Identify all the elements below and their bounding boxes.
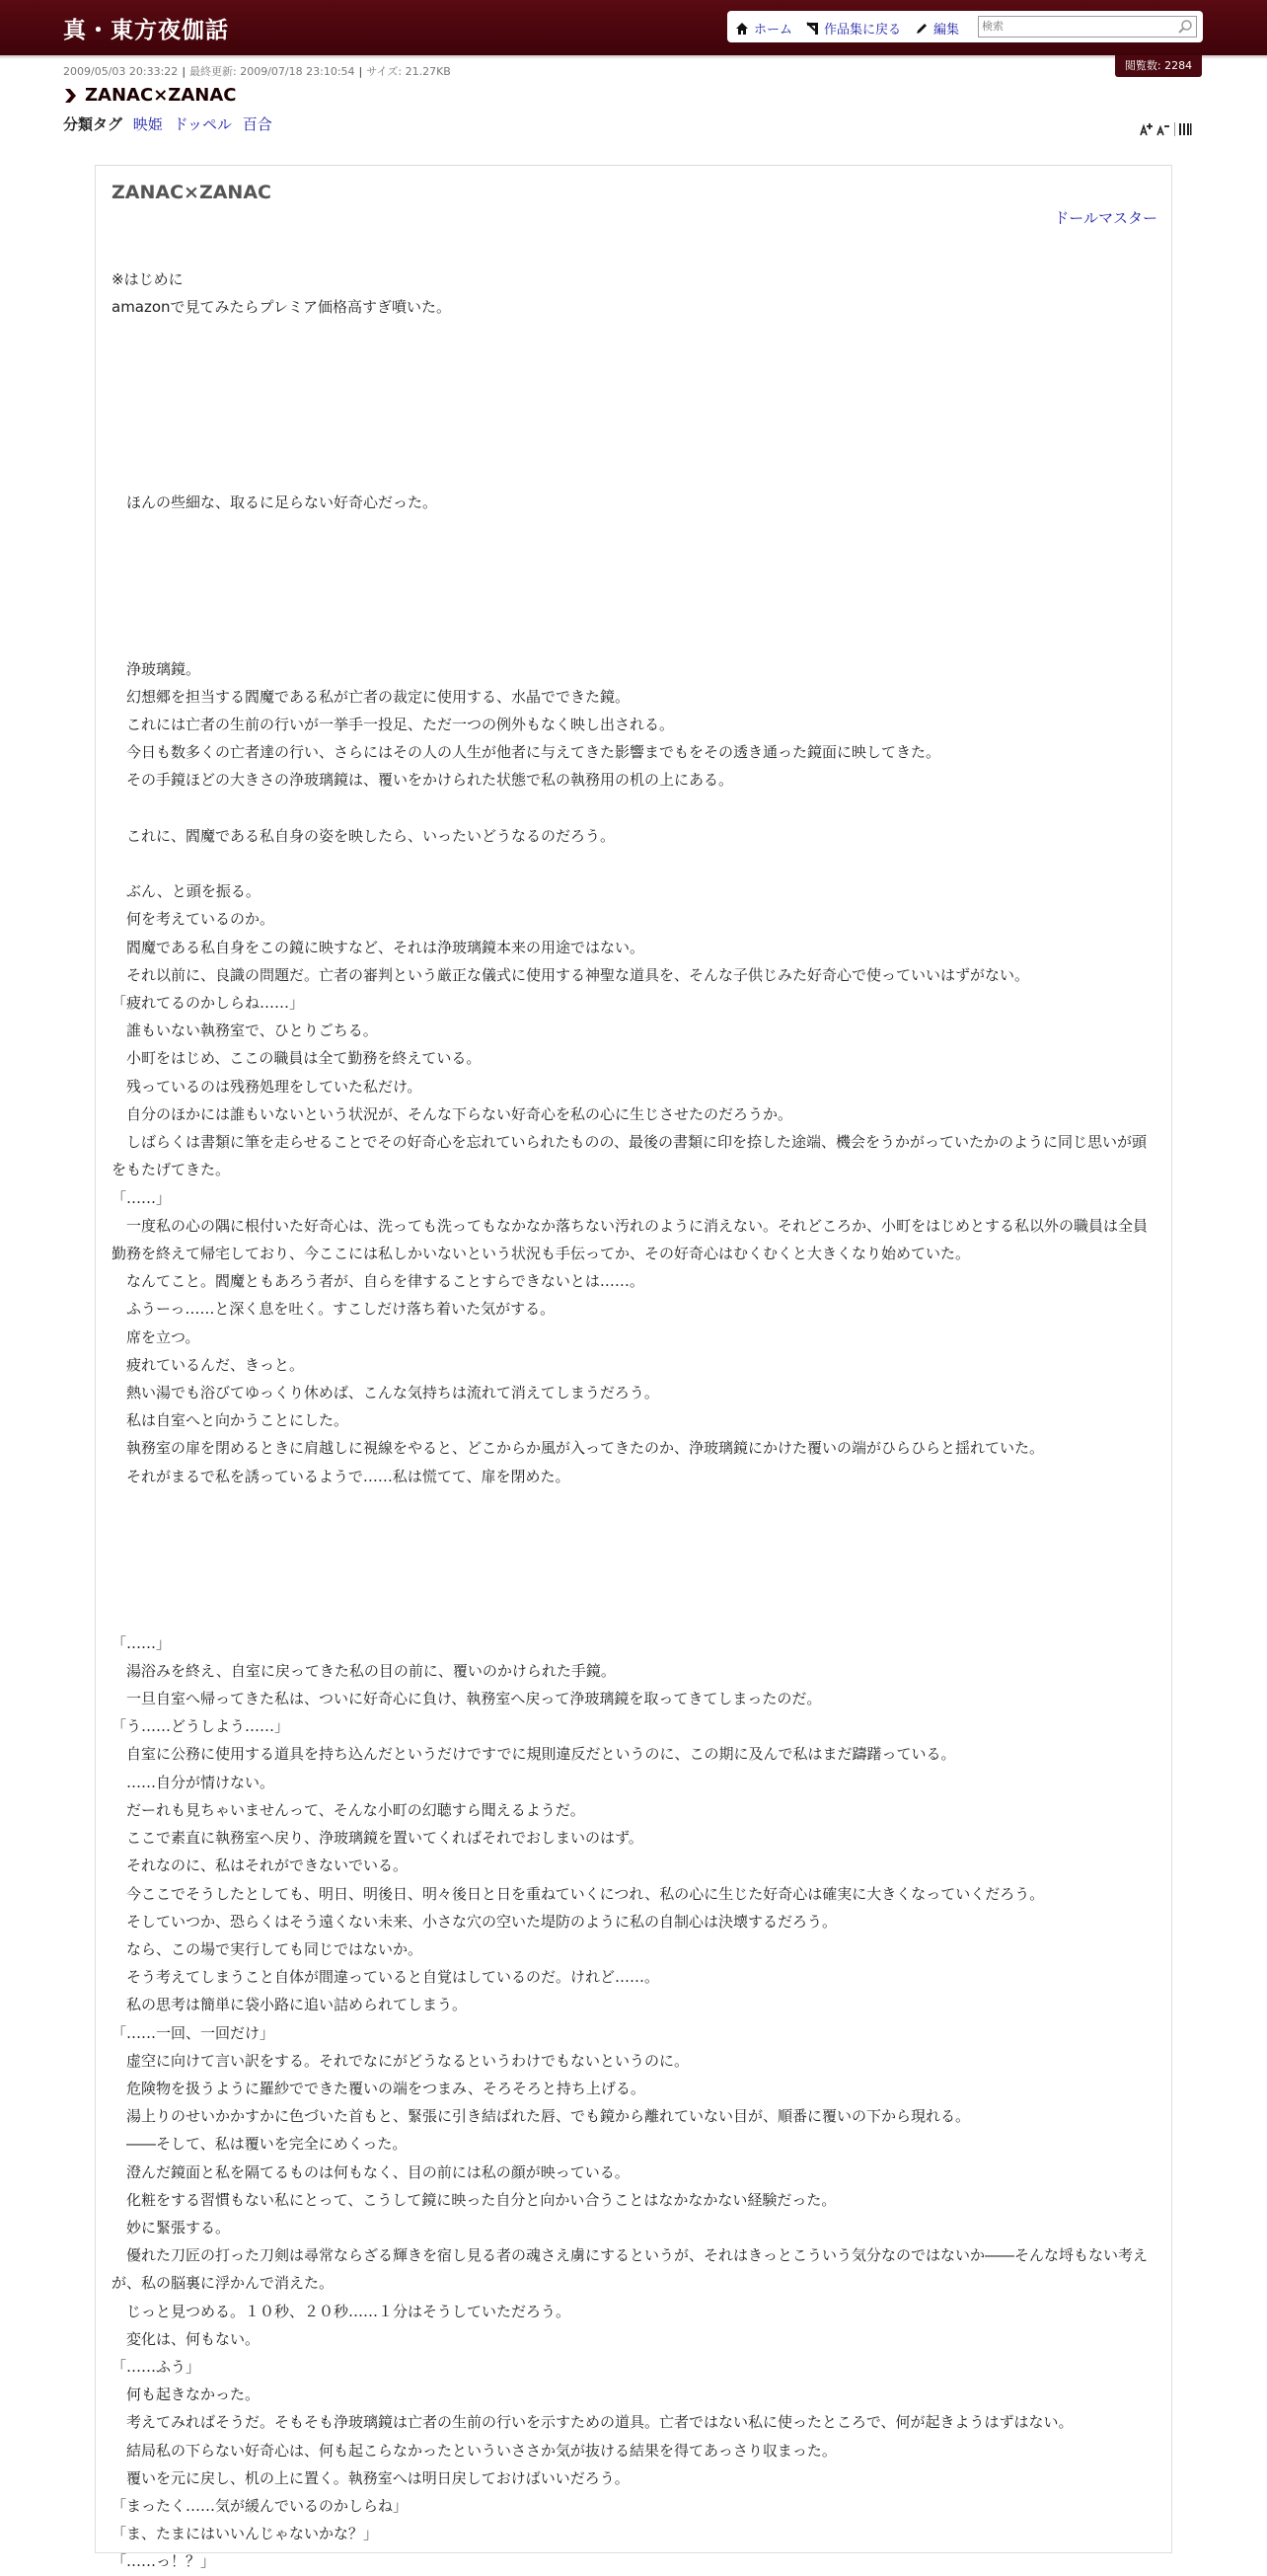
posted-date: 2009/05/03 20:33:22 (63, 65, 179, 78)
story-line: それなのに、私はそれができないでいる。 (112, 1856, 409, 1875)
nav-back-label: 作品集に戻る (824, 23, 902, 38)
story-line: 妙に緊張する。 (112, 2218, 231, 2236)
story-line (112, 544, 1155, 571)
story-line: 「疲れてるのかしらね……」 (112, 994, 305, 1013)
tag-item[interactable]: ドッペル (173, 115, 232, 133)
story-line: なら、この場で実行しても同じではないか。 (112, 1939, 423, 1958)
story-line: 結局私の下らない好奇心は、何も起こらなかったといういささか気が抜ける結果を得てあっさり収まった。 (112, 2441, 837, 2460)
story-line: 「う……どうしよう……」 (112, 1717, 290, 1736)
story-line: 「……」 (112, 1188, 172, 1207)
story-line (112, 1490, 1155, 1518)
page-title (63, 85, 236, 106)
story-line: 一度私の心の隅に根付いた好奇心は、洗っても洗ってもなかなか落ちない汚れのように消えない。それどころか、小町をはじめとする私以外の職員は全員勤務を終えて帰宅しており、今ここには私しかいないという状況も手伝ってか、その好奇心はむくむくと大きくなり始めていた。 (112, 1216, 1149, 1262)
story-line (112, 1573, 1155, 1601)
story-line: 湯浴みを終え、自室に戻ってきた私の目の前に、覆いのかけられた手鏡。 (112, 1661, 616, 1680)
story-line (112, 627, 1155, 654)
story-line (112, 321, 1155, 348)
story-line: 自室に公務に使用する道具を持ち込んだというだけですでに規則違反だというのに、この期に及んで私はまだ躊躇っている。 (112, 1745, 956, 1764)
story-line: 「ま、たまにはいいんじゃないかな？」 (112, 2525, 379, 2543)
nav-edit-link[interactable] (915, 19, 959, 38)
font-smaller-icon[interactable] (1156, 122, 1170, 136)
story-line: じっと見つめる。１０秒、２０秒……１分はそうしていただろう。 (112, 2302, 571, 2320)
story-line: 澄んだ鏡面と私を隔てるものは何もなく、目の前には私の顔が映っている。 (112, 2162, 630, 2181)
nav-edit-label: 編集 (933, 23, 960, 38)
story-line (112, 1518, 1155, 1546)
nav-back-link[interactable] (806, 19, 901, 38)
story-line: ――そして、私は覆いを完全にめくった。 (112, 2135, 408, 2154)
story-line: 自分のほかには誰もいないという状況が、そんな下らない好奇心を私の心に生じさせたのだろうか。 (112, 1104, 793, 1123)
story-line: そしていつか、恐らくはそう遠くない未来、小さな穴の空いた堤防のように私の自制心は決壊するだろう。 (112, 1912, 838, 1931)
story-line: 優れた刀匠の打った刀剣は尋常ならざる輝きを宿し見る者の魂さえ虜にするというが、それはきっとこういう気分なのではないか――そんな埒もない考えが、私の脳裏に浮かんで消えた。 (112, 2246, 1149, 2293)
nav-home-link[interactable] (735, 19, 792, 38)
story-line: 私は自室へと向かうことにした。 (112, 1411, 349, 1430)
story-line: ※はじめに (112, 270, 184, 288)
story-line: 「……」 (112, 1633, 172, 1652)
story-line: なんてこと。閻魔ともあろう者が、自らを律することすらできないとは……。 (112, 1272, 644, 1291)
search-input[interactable] (982, 18, 1171, 35)
story-line: 危険物を扱うように羅紗でできた覆いの端をつまみ、そろそろと持ち上げる。 (112, 2079, 645, 2097)
nav-home-label: ホーム (754, 23, 793, 38)
story-line: 変化は、何もない。 (112, 2329, 261, 2348)
story-line: 「……っ！？」 (112, 2552, 216, 2571)
views-badge: 閲覧数: 2284 (1115, 55, 1202, 77)
author-link[interactable]: ドールマスター (1054, 209, 1157, 227)
search-icon[interactable] (1177, 19, 1193, 35)
story-line: それがまるで私を誘っているようで……私は慌てて、扉を閉めた。 (112, 1467, 570, 1485)
story-line: そう考えてしまうこと自体が間違っていると自覚はしているのだ。けれど……。 (112, 1968, 660, 1987)
page-title-text: ZANAC×ZANAC (85, 85, 237, 106)
view-toolbar (1137, 122, 1192, 136)
story-line: 小町をはじめ、ここの職員は全て勤務を終えている。 (112, 1049, 482, 1068)
story-line: ……自分が情けない。 (112, 1773, 275, 1791)
story-line: 疲れているんだ、きっと。 (112, 1355, 305, 1374)
story-line: だーれも見ちゃいませんって、そんな小町の幻聴すら聞えるようだ。 (112, 1800, 585, 1819)
story-line: 熱い湯でも浴びてゆっくり休めば、こんな気持ちは流れて消えてしまうだろう。 (112, 1383, 659, 1402)
story-line: 残っているのは残務処理をしていた私だけ。 (112, 1077, 422, 1096)
tag-item[interactable]: 百合 (242, 115, 272, 133)
story-line (112, 571, 1155, 599)
story-line: 誰もいない執務室で、ひとりごちる。 (112, 1022, 378, 1040)
story-line: 執務室の扉を閉めるときに肩越しに視線をやると、どこからか風が入ってきたのか、浄玻璃鏡にかけた覆いの端がひらひらと揺れていた。 (112, 1439, 1045, 1458)
chevron-right-icon (63, 88, 77, 104)
story-line: 今日も数多くの亡者達の行い、さらにはその人の人生が他者に与えてきた影響までもをその透き通った鏡面に映してきた。 (112, 743, 941, 762)
story-line: それ以前に、良識の問題だ。亡者の審判という厳正な儀式に使用する神聖な道具を、そんな子供じみた好奇心で使っていいはずがない。 (112, 965, 1030, 984)
story-line: 考えてみればそうだ。そもそも浄玻璃鏡は亡者の生前の行いを示すための道具。亡者ではない私に使ったところで、何が起きようはずはない。 (112, 2413, 1074, 2432)
story-line: その手鏡ほどの大きさの浄玻璃鏡は、覆いをかけられた状態で私の執務用の机の上にある。 (112, 771, 734, 790)
story-title: ZANAC×ZANAC (112, 182, 271, 203)
vertical-layout-icon[interactable] (1178, 122, 1192, 136)
story-container (95, 165, 1172, 2571)
pencil-icon (915, 22, 929, 36)
tag-label: 分類タグ (63, 115, 123, 133)
site-title[interactable]: 真・東方夜伽話 (63, 18, 229, 43)
toolbar-divider (1174, 122, 1175, 136)
story-line: 何も起きなかった。 (112, 2386, 261, 2404)
story-line (112, 1546, 1155, 1573)
file-size: サイズ: 21.27KB (366, 65, 451, 78)
updated-date: 最終更新: 2009/07/18 23:10:54 (189, 65, 355, 78)
site-header (0, 0, 1267, 56)
story-line: 化粧をする習慣もない私にとって、こうして鏡に映った自分と向かい合うことはなかなかない経験だった。 (112, 2190, 837, 2209)
story-line: amazonで見てみたらプレミア価格高すぎ噴いた。 (112, 298, 451, 317)
home-icon (735, 22, 749, 36)
story-line: しばらくは書類に筆を走らせることでその好奇心を忘れていられたものの、最後の書類に印を捺した途端、機会をうかがっていたかのように同じ思いが頭をもたげてきた。 (112, 1133, 1147, 1179)
story-line: 一旦自室へ帰ってきた私は、ついに好奇心に負け、執務室へ戻って浄玻璃鏡を取ってきてしまったのだ。 (112, 1690, 822, 1708)
story-line (112, 432, 1155, 460)
story-line: ここで素直に執務室へ戻り、浄玻璃鏡を置いてくればそれでおしまいのはず。 (112, 1829, 643, 1848)
story-line (112, 516, 1155, 544)
story-line: 浄玻璃鏡。 (112, 659, 201, 678)
tag-list (63, 114, 278, 134)
story-line (112, 377, 1155, 405)
story-line (112, 1601, 1155, 1629)
story-line (112, 460, 1155, 488)
story-line: 閻魔である私自身をこの鏡に映すなど、それは浄玻璃鏡本来の用途ではない。 (112, 938, 645, 956)
tag-item[interactable]: 映姫 (132, 115, 163, 133)
story-line (112, 405, 1155, 432)
story-line: 私の思考は簡単に袋小路に追い詰められてしまう。 (112, 1996, 468, 2014)
story-line: 「まったく……気が緩んでいるのかしらね」 (112, 2496, 409, 2515)
story-line: 今ここでそうしたとしても、明日、明後日、明々後日と日を重ねていくにつれ、私の心に生じた好奇心は確実に大きくなっていくだろう。 (112, 1884, 1045, 1903)
story-line: これに、閻魔である私自身の姿を映したら、いったいどうなるのだろう。 (112, 826, 616, 845)
font-larger-icon[interactable] (1140, 122, 1154, 136)
story-line: 虚空に向けて言い訳をする。それでなにがどうなるというわけでもないというのに。 (112, 2051, 690, 2070)
story-line (112, 599, 1155, 627)
story-line (112, 850, 1155, 877)
story-line: 湯上りのせいかかすかに色づいた首もと、緊張に引き結ばれた唇、でも鏡から離れていない目が、順番に覆いの下から現れる。 (112, 2107, 971, 2126)
story-line: ぶん、と頭を振る。 (112, 882, 261, 901)
header-shadow (0, 55, 1267, 59)
nav-box (727, 11, 1203, 42)
story-line: ふうーっ……と深く息を吐く。すこしだけ落ち着いた気がする。 (112, 1300, 556, 1319)
meta-line: 2009/05/03 20:33:22 | 最終更新: 2009/07/18 23:10:54 | サイズ: 21.27KB (63, 65, 451, 78)
story-line: 幻想郷を担当する閻魔である私が亡者の裁定に使用する、水晶でできた鏡。 (112, 687, 631, 706)
story-body (112, 265, 1155, 2576)
story-line: 何を考えているのか。 (112, 910, 275, 929)
search-box (978, 16, 1197, 38)
story-line: ほんの些細な、取るに足らない好奇心だった。 (112, 492, 438, 511)
story-line: 覆いを元に戻し、机の上に置く。執務室へは明日戻しておけばいいだろう。 (112, 2468, 630, 2487)
back-icon (806, 22, 819, 36)
story-line: これには亡者の生前の行いが一挙手一投足、ただ一つの例外もなく映し出される。 (112, 716, 675, 734)
story-line: 「……ふう」 (112, 2357, 201, 2376)
story-line (112, 795, 1155, 822)
story-line: 席を立つ。 (112, 1327, 200, 1346)
story-line (112, 349, 1155, 377)
story-line: 「……一回、一回だけ」 (112, 2023, 275, 2042)
